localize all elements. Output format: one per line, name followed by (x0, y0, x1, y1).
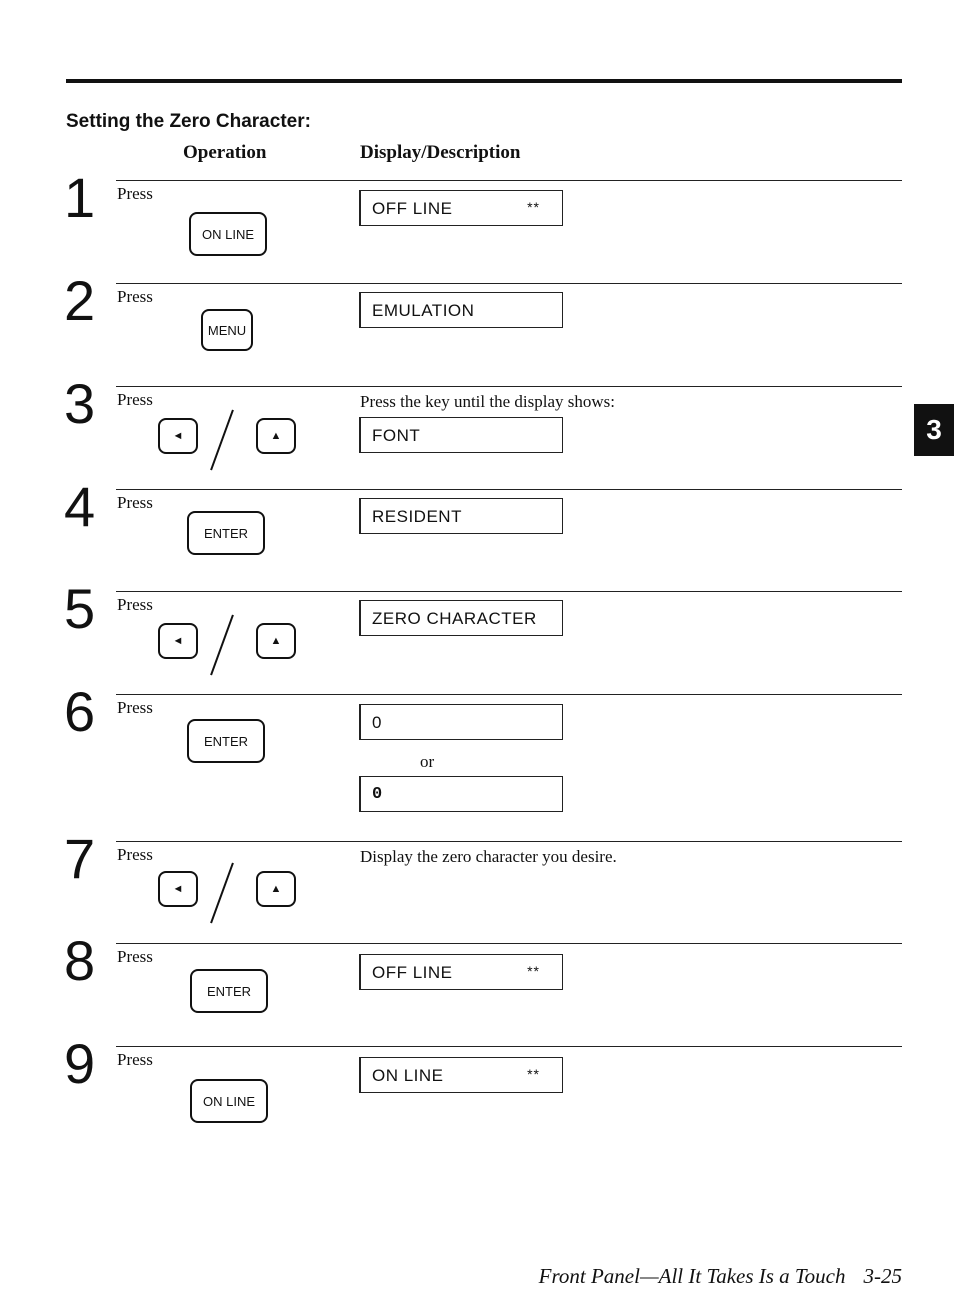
step-number: 9 (64, 1032, 96, 1095)
press-label: Press (117, 947, 153, 966)
section-title: Setting the Zero Character: (66, 111, 311, 132)
up-arrow-key[interactable] (256, 418, 296, 454)
press-label: Press (117, 595, 153, 614)
lcd-text: RESIDENT (372, 507, 462, 526)
left-arrow-icon: ◄ (172, 635, 184, 647)
step-divider (116, 694, 902, 695)
lcd-text: ON LINE (372, 1066, 444, 1085)
step-number: 7 (64, 827, 96, 890)
left-arrow-icon: ◄ (172, 430, 184, 442)
up-arrow-icon: ▲ (270, 635, 282, 647)
step-divider (116, 489, 902, 490)
lcd-display-slashed-zero (359, 776, 563, 812)
lcd-display (359, 190, 563, 226)
up-arrow-key[interactable] (256, 871, 296, 907)
lcd-display (359, 1057, 563, 1093)
lcd-text: FONT (372, 426, 421, 445)
lcd-display (359, 417, 563, 453)
press-label: Press (117, 493, 153, 512)
left-arrow-icon: ◄ (172, 883, 184, 895)
lcd-display (359, 600, 563, 636)
step-divider (116, 386, 902, 387)
step-6 (0, 680, 954, 834)
display-column-header: Display/Description (360, 142, 521, 163)
step-8 (0, 929, 954, 1043)
status-indicator: ** (527, 1066, 540, 1082)
chapter-tab-marker: 3 (914, 404, 954, 456)
lcd-display (359, 954, 563, 990)
step-7 (0, 827, 954, 941)
step-number: 5 (64, 577, 96, 640)
footer-title: Front Panel—All It Takes Is a Touch (538, 1264, 846, 1288)
lcd-text: OFF LINE (372, 199, 453, 218)
lcd-text: 0 (372, 785, 383, 804)
step-divider (116, 841, 902, 842)
step-number: 3 (64, 372, 96, 435)
page-footer (539, 1264, 902, 1289)
step-divider (116, 943, 902, 944)
press-label: Press (117, 184, 153, 203)
lcd-text: OFF LINE (372, 963, 453, 982)
top-rule (66, 79, 902, 83)
step-description: Press the key until the display shows: (360, 392, 615, 411)
step-9 (0, 1032, 954, 1146)
left-arrow-key[interactable] (158, 623, 198, 659)
separator-slash (210, 863, 234, 924)
lcd-display (359, 292, 563, 328)
enter-key[interactable]: ENTER (187, 719, 265, 763)
on-line-key[interactable]: ON LINE (189, 212, 267, 256)
status-indicator: ** (527, 199, 540, 215)
left-arrow-key[interactable] (158, 871, 198, 907)
lcd-display-zero (359, 704, 563, 740)
step-number: 1 (64, 166, 96, 229)
lcd-display (359, 498, 563, 534)
step-2 (0, 269, 954, 383)
status-indicator: ** (527, 963, 540, 979)
press-label: Press (117, 390, 153, 409)
left-arrow-key[interactable] (158, 418, 198, 454)
enter-key[interactable]: ENTER (190, 969, 268, 1013)
enter-key[interactable]: ENTER (187, 511, 265, 555)
press-label: Press (117, 845, 153, 864)
on-line-key[interactable]: ON LINE (190, 1079, 268, 1123)
lcd-text: ZERO CHARACTER (372, 609, 537, 628)
separator-slash (210, 615, 234, 676)
step-3 (0, 372, 954, 486)
operation-column-header: Operation (183, 142, 267, 163)
step-number: 2 (64, 269, 96, 332)
up-arrow-icon: ▲ (270, 883, 282, 895)
page-number: 3-25 (863, 1264, 902, 1288)
step-divider (116, 591, 902, 592)
press-label: Press (117, 1050, 153, 1069)
up-arrow-icon: ▲ (270, 430, 282, 442)
step-4 (0, 475, 954, 589)
step-number: 4 (64, 475, 96, 538)
lcd-text: EMULATION (372, 301, 475, 320)
step-number: 8 (64, 929, 96, 992)
menu-key[interactable]: MENU (201, 309, 253, 351)
step-divider (116, 283, 902, 284)
press-label: Press (117, 698, 153, 717)
press-label: Press (117, 287, 153, 306)
step-number: 6 (64, 680, 96, 743)
step-divider (116, 1046, 902, 1047)
step-1 (0, 166, 954, 280)
separator-slash (210, 410, 234, 471)
up-arrow-key[interactable] (256, 623, 296, 659)
step-5 (0, 577, 954, 691)
step-divider (116, 180, 902, 181)
lcd-text: 0 (372, 713, 382, 732)
or-label: or (420, 752, 435, 771)
step-description: Display the zero character you desire. (360, 847, 617, 866)
